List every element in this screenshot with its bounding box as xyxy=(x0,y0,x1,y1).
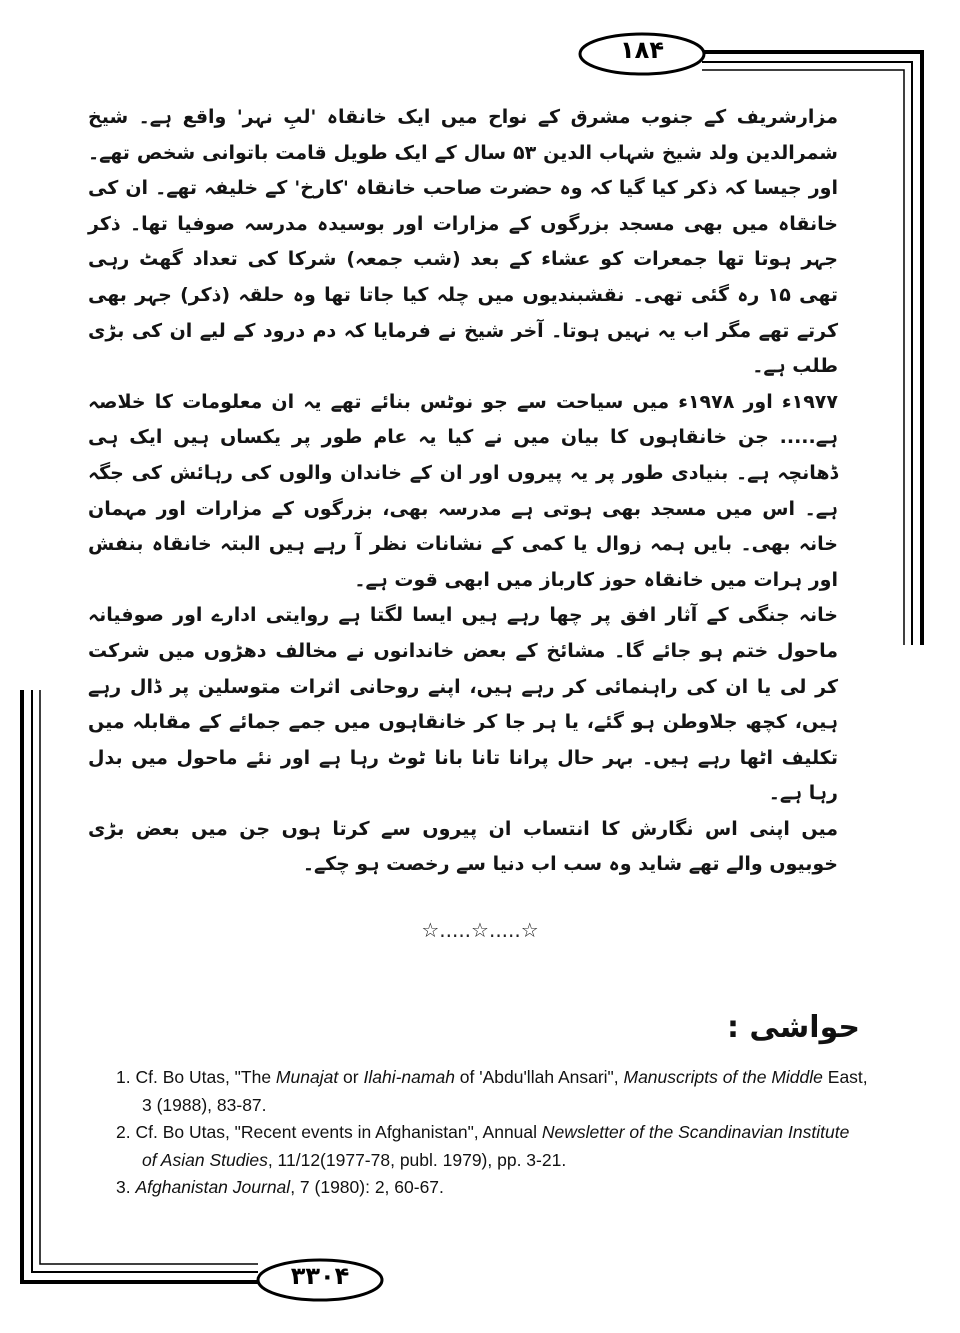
footnote-text: , 7 (1980): 2, 60-67. xyxy=(290,1177,444,1197)
footnote-journal-italic: Manuscripts of the Middle xyxy=(623,1067,823,1087)
footnote-text: East, 3 (1988), 83-87. xyxy=(142,1067,868,1115)
footnote-item xyxy=(116,1064,868,1119)
footnote-journal-italic: Newsletter of the Scandinavian Institute of Asian Studies xyxy=(142,1122,850,1170)
footnotes-heading: حواشی : xyxy=(726,1010,860,1045)
footnote-item xyxy=(116,1174,868,1202)
footnote-text: or xyxy=(338,1067,364,1087)
section-separator-stars: ☆.....☆.....☆ xyxy=(421,918,539,942)
paragraph-3: خانہ جنگی کے آثار افق پر چھا رہے ہیں ایسا لگتا ہے روایتی ادارے اور صوفیانہ ماحول ختم ہو جائے گا۔ مشائخ کے بعض خاندانوں نے مخالف دھڑوں میں شرکت کر لی یا ان کی راہنمائی کر رہے ہیں، اپنے روحانی اثرات متوسلین پر ڈال رہے ہیں، کچھ جلاوطن ہو گئے، یا ہر جا کر خانقاہوں میں جمے جمائے کے مقابلہ میں تکلیف اٹھا رہے ہیں۔ بہر حال پرانا تانا بانا ٹوٹ رہا ہے اور نئے ماحول میں بدل رہا ہے۔ xyxy=(88,604,838,805)
footnote-text: , 11/12(1977-78, publ. 1979), pp. 3-21. xyxy=(267,1149,567,1170)
footnotes-list xyxy=(116,1064,868,1202)
footnote-title-italic: Munajat xyxy=(275,1067,339,1087)
top-page-number: ۱۸۴ xyxy=(620,36,664,64)
urdu-body-text xyxy=(88,100,838,883)
footnote-item xyxy=(116,1119,868,1174)
bottom-page-number: ۳۳۰۴ xyxy=(290,1262,350,1290)
footnote-number: 3. xyxy=(116,1177,131,1197)
footnote-text: of 'Abdu'llah Ansari", xyxy=(454,1067,624,1087)
footnote-number: 1. xyxy=(116,1067,131,1087)
footnote-number: 2. xyxy=(116,1122,131,1142)
paragraph-4: میں اپنی اس نگارش کا انتساب ان پیروں سے کرتا ہوں جن میں بعض بڑی خوبیوں والے تھے شاید وہ سب اب دنیا سے رخصت ہو چکے۔ xyxy=(88,817,838,876)
footnote-text: Cf. Bo Utas, "The xyxy=(135,1067,276,1087)
footnote-text: Cf. Bo Utas, "Recent events in Afghanistan", Annual xyxy=(135,1122,542,1142)
paragraph-1: مزارشریف کے جنوب مشرق کے نواح میں ایک خانقاہ 'لبِ نہر' واقع ہے۔ شیخ شمرالدین ولد شیخ شہاب الدین ۵۳ سال کے ایک طویل قامت باتوانی شخص تھے۔ اور جیسا کہ ذکر کیا گیا کہ وہ حضرت صاحب خانقاہ 'کارخ' کے خلیفہ تھے۔ ان کی خانقاہ میں بھی مسجد بزرگوں کے مزارات اور بوسیدہ مدرسہ صوفیا تھا۔ ذکر جہر ہوتا تھا جمعرات کو عشاء کے بعد (شب جمعہ) شرکا کی تعداد گھٹ رہی تھی ۱۵ رہ گئی تھی۔ نقشبندیوں میں چلہ کیا جاتا تھا وہ حلقہ (ذکر) جہر بھی کرتے تھے مگر اب یہ نہیں ہوتا۔ آخر شیخ نے فرمایا کہ دم درود کے لیے ان کی بڑی طلب ہے۔ xyxy=(88,106,839,378)
paragraph-2: ۱۹۷۷ء اور ۱۹۷۸ء میں سیاحت سے جو نوٹس بنائے تھے یہ ان معلومات کا خلاصہ ہے..... جن خانقاہوں کا بیان میں نے کیا یہ عام طور پر یکساں ہیں ایک ہی ڈھانچہ ہے۔ بنیادی طور پر یہ پیروں اور ان کے خاندان والوں کی رہائش کی جگہ ہے۔ اس میں مسجد بھی ہوتی ہے مدرسہ بھی، بزرگوں کے مزارات اور مہمان خانہ بھی۔ بایں ہمہ زوال یا کمی کے نشانات نظر آ رہے ہیں البتہ خانقاہ بنفش اور ہرات میں خانقاہ حوز کارباز میں ابھی قوت ہے۔ xyxy=(88,390,838,591)
footnote-title-italic: Ilahi-namah xyxy=(363,1067,455,1087)
footnote-journal-italic: Afghanistan Journal xyxy=(135,1177,291,1197)
